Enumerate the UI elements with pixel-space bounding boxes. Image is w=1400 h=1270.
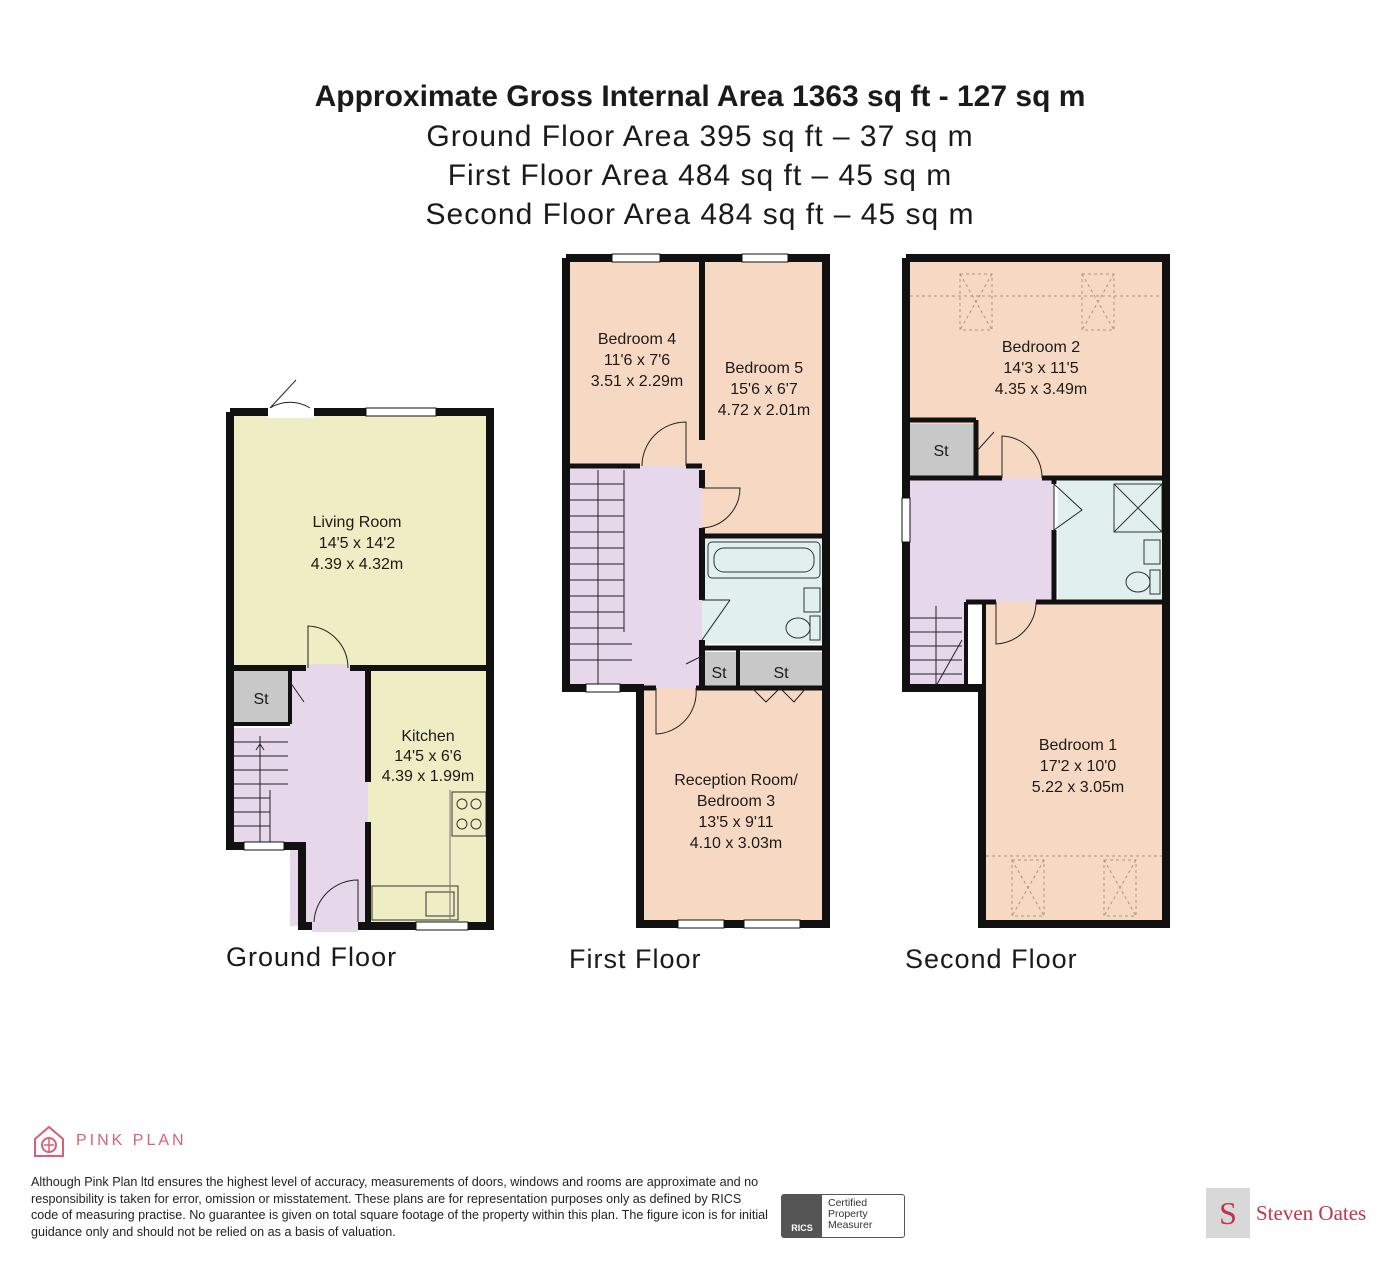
bedroom-1-imperial: 17'2 x 10'0 bbox=[1039, 758, 1117, 775]
second-landing bbox=[906, 478, 1054, 602]
rics-logo-text: RICS bbox=[791, 1223, 813, 1233]
living-room-metric: 4.39 x 4.32m bbox=[310, 556, 404, 573]
reception-name-line1: Reception Room/ bbox=[674, 772, 798, 789]
kitchen-sink-unit bbox=[372, 886, 458, 920]
kitchen-name: Kitchen bbox=[401, 728, 455, 745]
bedroom-4-imperial: 11'6 x 7'6 bbox=[603, 352, 671, 369]
rics-line-3: Measurer bbox=[828, 1219, 873, 1231]
ground-store-label: St bbox=[253, 691, 269, 708]
second-floor-plan bbox=[902, 258, 1166, 924]
rics-line-1: Certified bbox=[828, 1197, 868, 1209]
bed4-window bbox=[612, 254, 660, 262]
agent-mark-icon: S bbox=[1206, 1188, 1250, 1238]
first-floor-area: First Floor Area 484 sq ft – 45 sq m bbox=[447, 159, 953, 192]
front-door-gap bbox=[312, 920, 358, 932]
bedroom-5-name: Bedroom 5 bbox=[724, 360, 804, 377]
reception-name-line2: Bedroom 3 bbox=[696, 793, 776, 810]
rics-logo-icon bbox=[782, 1195, 822, 1237]
reception-window-1 bbox=[678, 920, 724, 928]
second-floor-area: Second Floor Area 484 sq ft – 45 sq m bbox=[425, 198, 975, 231]
rics-certification bbox=[822, 1195, 878, 1237]
first-store-2-label: St bbox=[773, 665, 789, 682]
landing-window bbox=[586, 684, 620, 692]
hob bbox=[452, 792, 486, 836]
ground-floor-label: Ground Floor bbox=[226, 942, 398, 972]
bedroom-5-metric: 4.72 x 2.01m bbox=[717, 402, 811, 419]
pink-plan-logo bbox=[32, 1121, 187, 1161]
living-room-imperial: 14'5 x 14'2 bbox=[318, 535, 396, 552]
bath-tub bbox=[708, 542, 820, 578]
ground-floor-plan bbox=[230, 380, 490, 932]
reception-metric: 4.10 x 3.03m bbox=[689, 835, 783, 852]
bedroom-5-imperial: 15'6 x 6'7 bbox=[730, 381, 798, 398]
bedroom-2-name: Bedroom 2 bbox=[1001, 339, 1081, 356]
gross-area-title: Approximate Gross Internal Area 1363 sq ft - 127 sq m bbox=[314, 80, 1086, 113]
first-floor-label: First Floor bbox=[569, 944, 702, 974]
second-floor-label: Second Floor bbox=[905, 944, 1078, 974]
brand-name: PINK PLAN bbox=[76, 1132, 187, 1149]
patio-door-swing bbox=[270, 380, 310, 408]
reception-window-2 bbox=[744, 920, 800, 928]
ground-floor-area: Ground Floor Area 395 sq ft – 37 sq m bbox=[426, 120, 974, 153]
house-icon bbox=[32, 1123, 66, 1159]
bedroom-4-name: Bedroom 4 bbox=[597, 331, 677, 348]
stair-window bbox=[244, 842, 284, 850]
second-stairs-lines bbox=[910, 606, 962, 686]
reception-imperial: 13'5 x 9'11 bbox=[698, 814, 774, 831]
bedroom-1-name: Bedroom 1 bbox=[1038, 737, 1118, 754]
kitchen-metric: 4.39 x 1.99m bbox=[381, 768, 475, 785]
second-store-label: St bbox=[933, 443, 949, 460]
agent-logo bbox=[1206, 1188, 1366, 1238]
living-door-gap bbox=[308, 664, 348, 672]
disclaimer-text: Although Pink Plan ltd ensures the highest level of accuracy, measurements of doors, windows and rooms are approximate and no responsibility is taken for error, omission or misstatement. These plans are for representation purposes only as defined by RICS code of measuring practise. No guarantee is given on total square footage of the property within this plan. The figure icon is for initial guidance only and should not be relied on as a basis of valuation. bbox=[31, 1175, 768, 1239]
living-window bbox=[366, 408, 436, 416]
bed5-window bbox=[742, 254, 788, 262]
kitchen-window bbox=[416, 922, 468, 930]
first-store-1-label: St bbox=[711, 665, 727, 682]
bedroom-4-metric: 3.51 x 2.29m bbox=[590, 373, 684, 390]
first-landing bbox=[566, 466, 702, 688]
landing-side-window bbox=[902, 498, 910, 542]
rics-line-2: Property bbox=[828, 1208, 868, 1220]
living-room-name: Living Room bbox=[312, 514, 402, 531]
bedroom-2-imperial: 14'3 x 11'5 bbox=[1003, 360, 1079, 377]
bedroom-2-metric: 4.35 x 3.49m bbox=[994, 381, 1088, 398]
bedroom-1-metric: 5.22 x 3.05m bbox=[1031, 779, 1125, 796]
agent-name: Steven Oates bbox=[1256, 1200, 1367, 1225]
kitchen-imperial: 14'5 x 6'6 bbox=[394, 748, 462, 765]
rics-badge bbox=[781, 1194, 905, 1238]
patio-door-gap bbox=[268, 406, 314, 418]
